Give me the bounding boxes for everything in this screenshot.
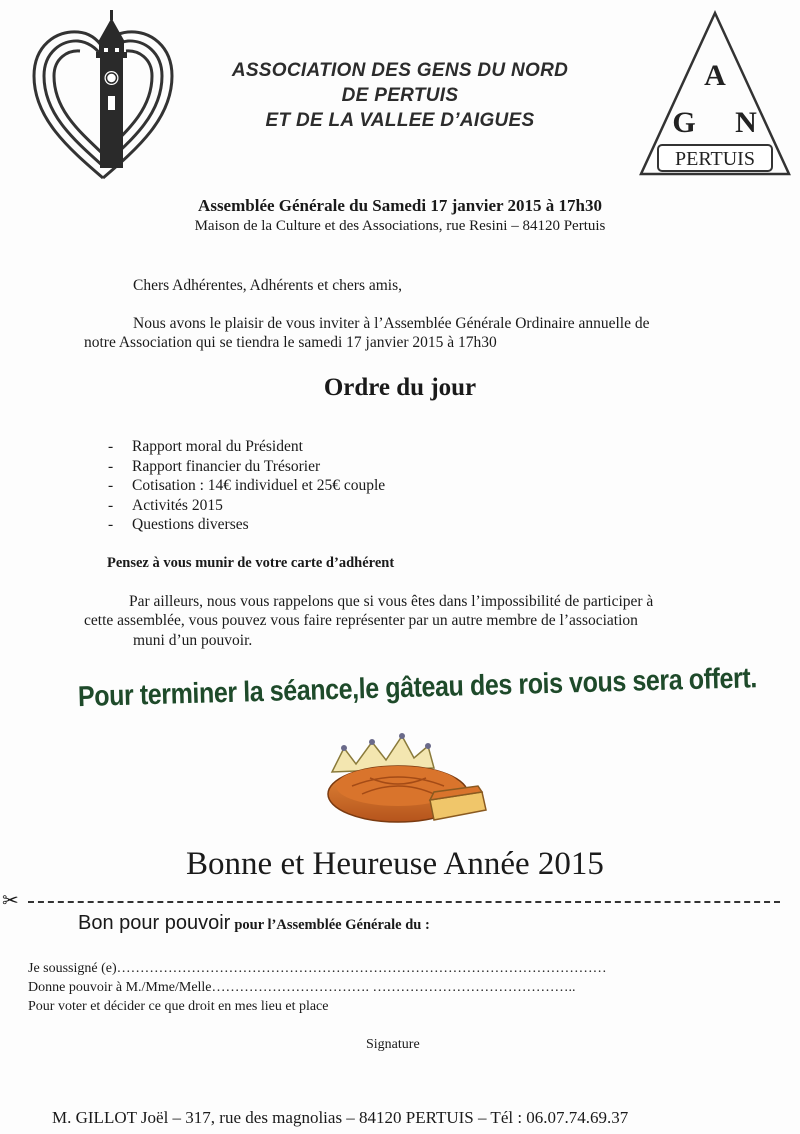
agenda-item [108,476,385,496]
agn-triangle-logo [636,10,794,180]
agenda-bullet: - [108,496,114,514]
org-name-line3: ET DE LA VALLEE D’AIGUES [265,110,535,131]
agenda-item-label: Activités 2015 [132,496,223,514]
logo-letter-g: G [672,106,696,139]
agenda-title: Ordre du jour [323,374,477,401]
agenda-item [108,457,385,477]
agenda-item-label: Rapport financier du Trésorier [132,457,321,475]
proxy-form-title-main: Bon pour pouvoir [78,912,231,934]
greeting: Chers Adhérentes, Adhérents et chers amis, [133,277,403,294]
cut-line [28,901,780,903]
heart-tower-logo [28,8,178,186]
signature-label: Signature [366,1037,420,1052]
logo-letter-n: N [735,106,757,139]
agenda-bullet: - [108,438,114,455]
agenda-bullet: - [108,457,114,475]
proxy-paragraph-line1: Par ailleurs, nous vous rappelons que si vous êtes dans l’impossibilité de participer à [129,593,654,610]
cake-announcement: Pour terminer la séance,le gâteau des rois vous sera offert. [77,661,758,714]
scissors-icon: ✂ [2,890,19,912]
agenda-item [108,496,385,516]
proxy-paragraph-line3: muni d’un pouvoir. [133,632,253,649]
assembly-title: Assemblée Générale du Samedi 17 janvier 2015 à 17h30 [198,196,602,215]
proxy-form-title-suffix: pour l’Assemblée Générale du : [234,917,430,933]
org-name-line2: DE PERTUIS [341,85,459,106]
proxy-form-title [78,912,430,935]
agenda-bullet: - [108,477,114,495]
agenda-item [108,515,385,535]
agenda-item [108,437,385,457]
membership-card-reminder: Pensez à vous munir de votre carte d’adhérent [107,555,395,571]
agenda-item-label: Cotisation : 14€ individuel et 25€ couple [132,477,386,495]
footer-contact: M. GILLOT Joël – 317, rue des magnolias – 84120 PERTUIS – Tél : 06.07.74.69.37 [52,1108,629,1127]
logo-city: PERTUIS [675,148,755,170]
proxy-paragraph-line2: cette assemblée, vous pouvez vous faire représenter par un autre membre de l’association [84,612,638,629]
agenda-item-label: Rapport moral du Président [132,438,303,455]
intro-line1: Nous avons le plaisir de vous inviter à l’Assemblée Générale Ordinaire annuelle de [133,315,650,332]
org-name-line1: ASSOCIATION DES GENS DU NORD [231,60,569,81]
logo-letter-a: A [704,59,726,92]
intro-line2: notre Association qui se tiendra le samedi 17 janvier 2015 à 17h30 [84,334,497,351]
form-line-undersigned[interactable]: Je soussigné (e)…………………………………………………………………………………………… [28,961,607,976]
agenda-bullet: - [108,516,114,534]
agenda-item-label: Questions diverses [132,516,249,534]
agenda-list [108,437,385,535]
form-line-proxy-holder[interactable]: Donne pouvoir à M./Mme/Melle……………………………. …………………………………….. [28,980,576,995]
assembly-venue: Maison de la Culture et des Associations, rue Resini – 84120 Pertuis [194,218,606,234]
form-line-vote-statement: Pour voter et décider ce que droit en mes lieu et place [28,999,329,1014]
galette-illustration [322,728,492,832]
new-year-wishes: Bonne et Heureuse Année 2015 [186,846,604,882]
